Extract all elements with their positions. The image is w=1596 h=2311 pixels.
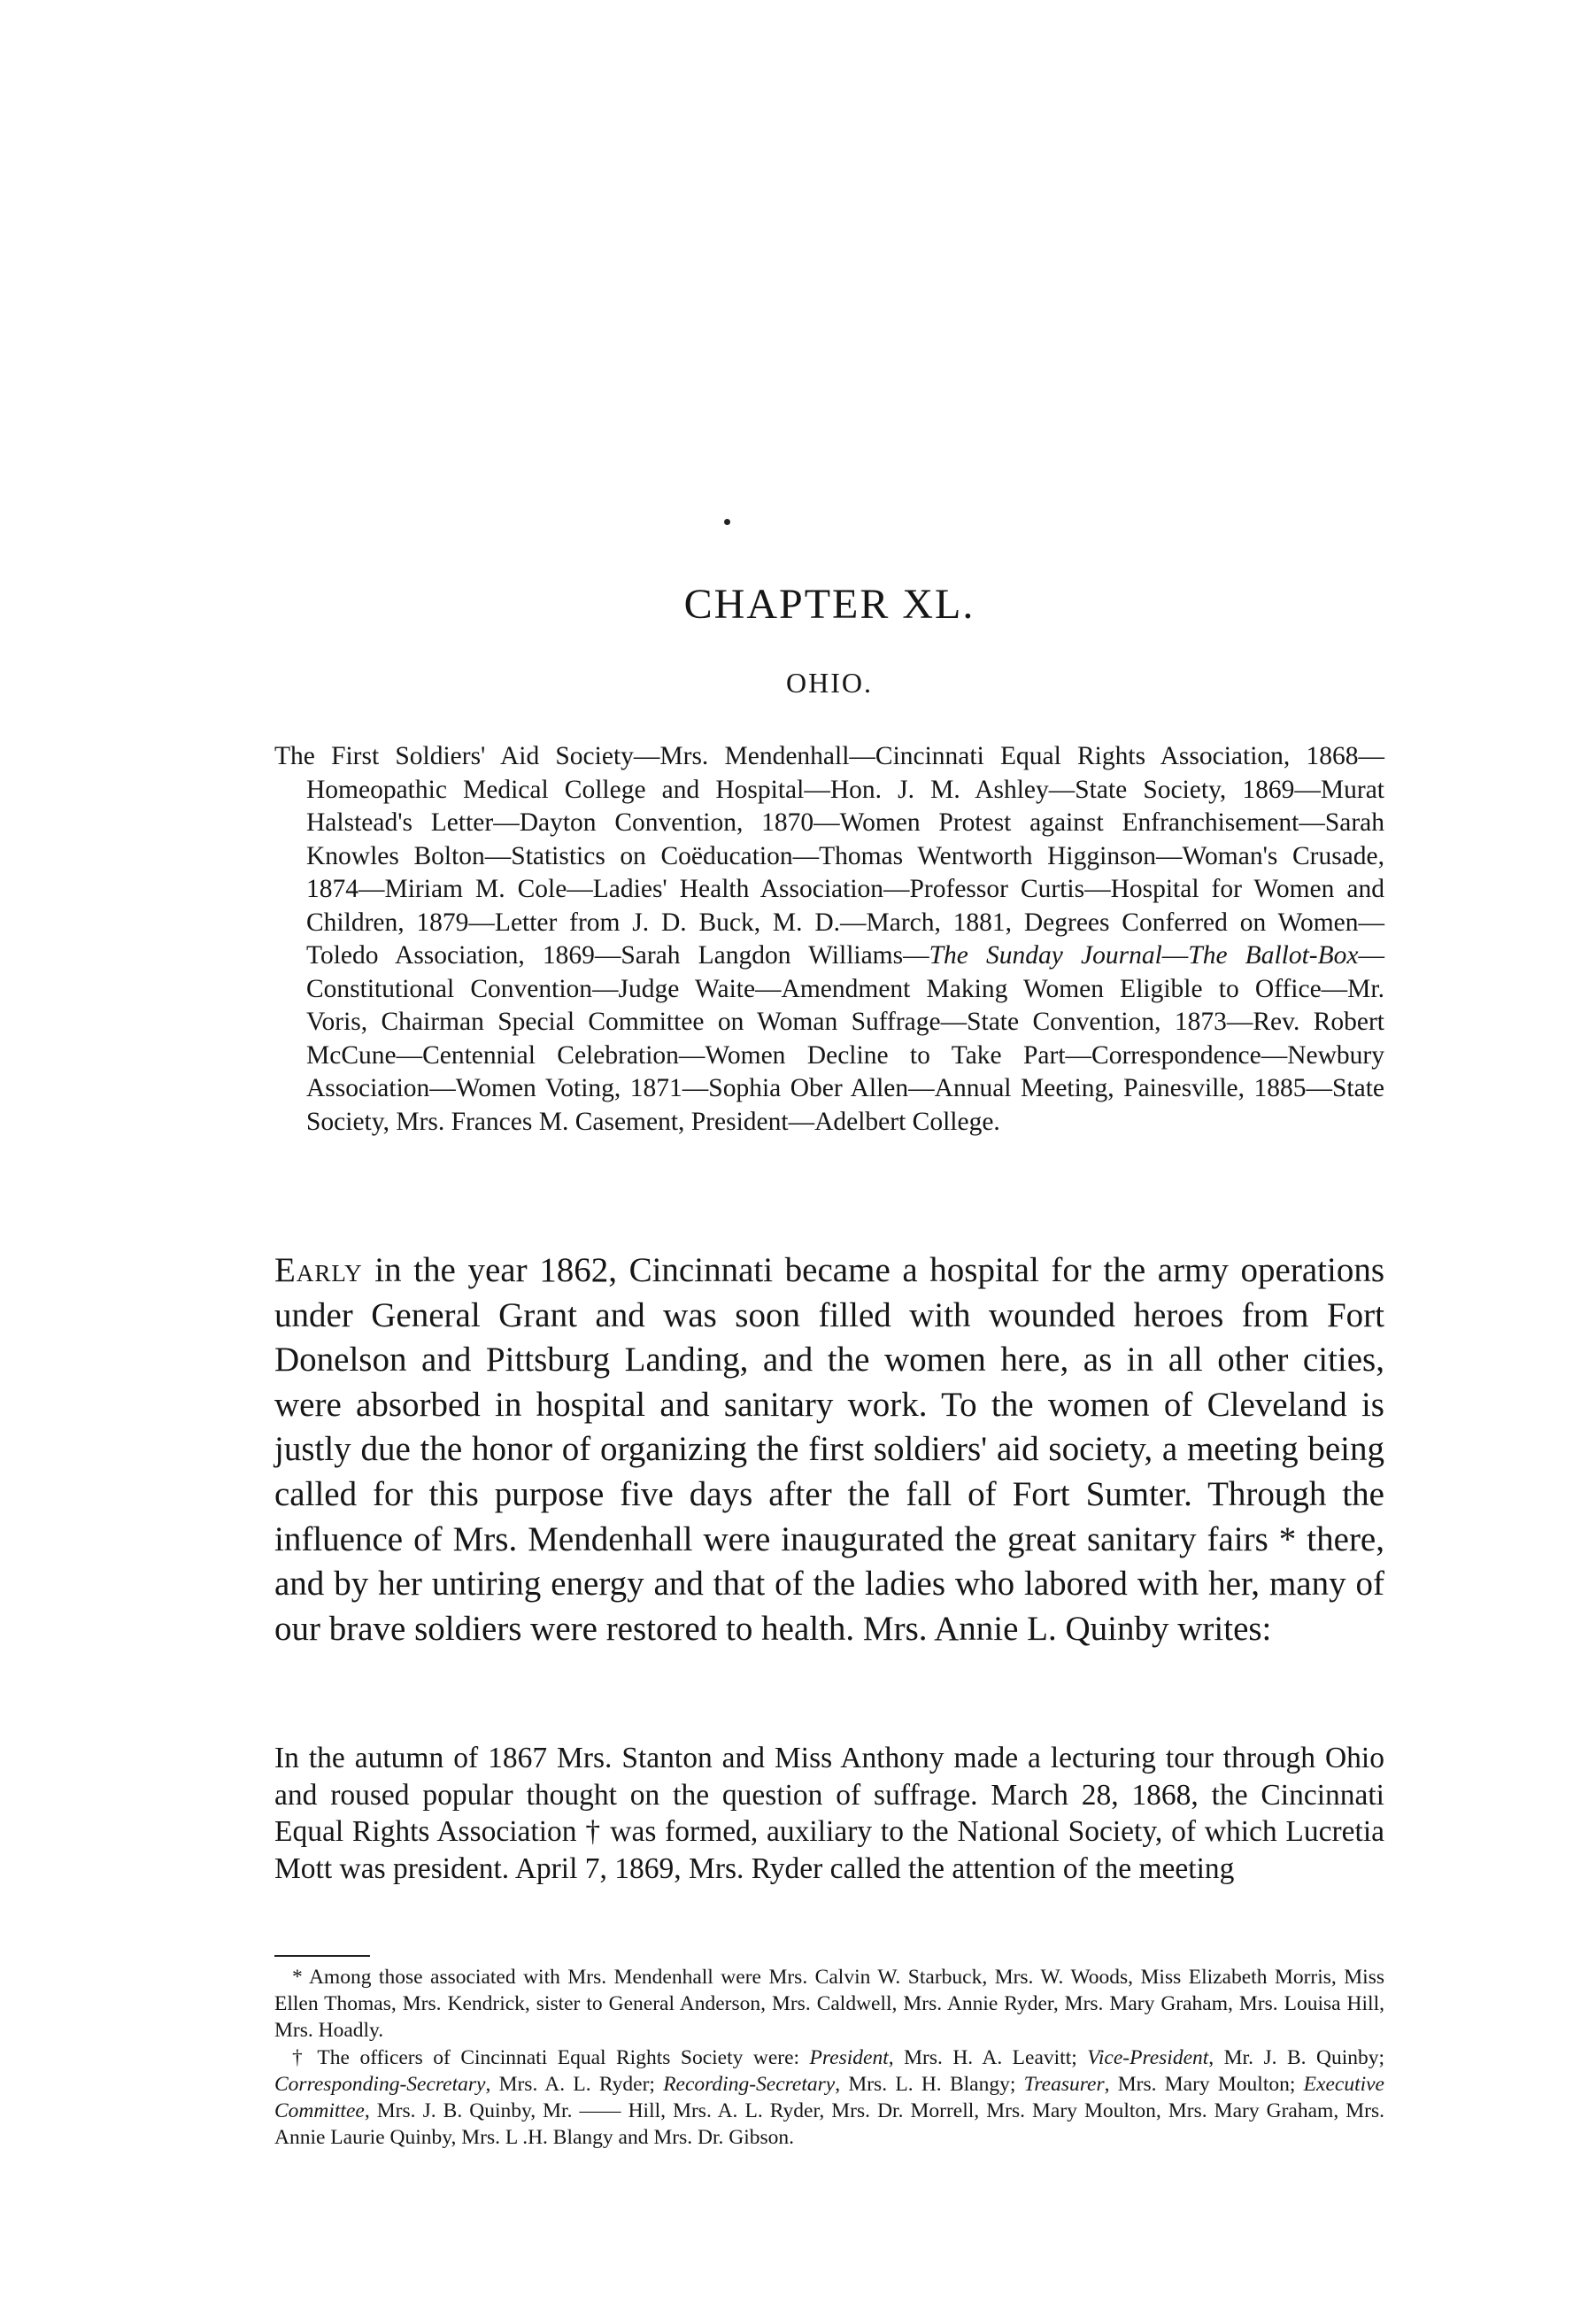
footnotes [274, 1964, 1384, 2151]
synopsis-text-1: The First Soldiers' Aid Society—Mrs. Mendenhall—Cincinnati Equal Rights Association, 1868—Homeopathic Medical College and Hospital—Hon. J. M. Ashley—State Society, 1869—Murat Halstead's Letter—Dayton Convention, 1870—Women Protest against Enfranchisement—Sarah Knowles Bolton—Statistics on Coëducation—Thomas Wentworth Higginson—Woman's Crusade, 1874—Miriam M. Cole—Ladies' Health Association—Professor Curtis—Hospital for Women and Children, 1879—Letter from J. D. Buck, M. D.—March, 1881, Degrees Conferred on Women—Toledo Association, 1869—Sarah Langdon Williams— [274, 742, 1384, 970]
quoted-paragraph: In the autumn of 1867 Mrs. Stanton and Miss Anthony made a lecturing tour through Ohio and roused popular thought on the question of suffrage. March 28, 1868, the Cincinnati Equal Rights Association † was formed, auxiliary to the National Society, of which Lucretia Mott was president. April 7, 1869, Mrs. Ryder called the attention of the meeting [274, 1742, 1384, 1885]
footnote-2-treasurer-label: Treasurer [1023, 2072, 1105, 2096]
synopsis-italic-title-1: The Sunday Journal [929, 941, 1162, 970]
chapter-synopsis [274, 740, 1384, 1139]
chapter-subtitle: OHIO. [786, 667, 873, 699]
footnote-2-recording-secretary-label: Recording-Secretary [663, 2072, 836, 2096]
footnote-2-corresponding-secretary-label: Corresponding-Secretary [274, 2072, 486, 2096]
footnote-2-text-c: , Mr. J. B. Quinby; [1208, 2045, 1385, 2069]
synopsis-italic-title-2: The Ballot-Box [1188, 941, 1359, 970]
footnote-2-president-label: President [809, 2045, 889, 2069]
footnote-2-text-b: , Mrs. H. A. Leavitt; [888, 2045, 1088, 2069]
synopsis-text-2: —Constitutional Convention—Judge Waite—Amendment Making Women Eligible to Office—Mr. Voris, Chairman Special Committee on Woman Suffrage—State Convention, 1873—Rev. Robert McCune—Centennial Celebration—Women Decline to Take Part—Correspondence—Newbury Association—Women Voting, 1871—Sophia Ober Allen—Annual Meeting, Painesville, 1885—State Society, Mrs. Frances M. Casement, President—Adelbert College. [306, 941, 1384, 1136]
stray-ink-dot [724, 519, 730, 525]
body-paragraph-text: in the year 1862, Cincinnati became a hospital for the army operations under General Grant and was soon filled with wounded heroes from Fort Donelson and Pittsburg Landing, and the women here, as in all other cities, were absorbed in hospital and sanitary work. To the women of Cleveland is justly due the honor of organizing the first soldiers' aid society, a meeting being called for this purpose five days after the fall of Fort Sumter. Through the influence of Mrs. Mendenhall were inaugurated the great sanitary fairs * there, and by her untiring energy and that of the ladies who labored with her, many of our brave soldiers were restored to health. Mrs. Annie L. Quinby writes: [274, 1251, 1384, 1648]
body-paragraph [274, 1248, 1384, 1651]
footnote-2-text-e: , Mrs. L. H. Blangy; [835, 2072, 1024, 2096]
footnote-2-text-d: , Mrs. A. L. Ryder; [485, 2072, 664, 2096]
footnote-1: * Among those associated with Mrs. Mendenhall were Mrs. Calvin W. Starbuck, Mrs. W. Woods, Miss Elizabeth Morris, Miss Ellen Thomas, Mrs. Kendrick, sister to General Anderson, Mrs. Caldwell, Mrs. Annie Ryder, Mrs. Mary Graham, Mrs. Louisa Hill, Mrs. Hoadly. [274, 1966, 1384, 2043]
footnote-2-text-a: † The officers of Cincinnati Equal Rights Society were: [292, 2045, 810, 2069]
synopsis-dash: — [1161, 941, 1189, 970]
footnote-2-text-g: , Mrs. J. B. Quinby, Mr. —— Hill, Mrs. A. L. Ryder, Mrs. Dr. Morrell, Mrs. Mary Moulton, Mrs. Mary Graham, Mrs. Annie Laurie Quinby, Mrs. L .H. Blangy and Mrs. Dr. Gibson. [274, 2099, 1384, 2150]
footnote-2 [274, 2044, 1384, 2152]
footnote-2-executive-committee-label: Executive Committee [274, 2072, 1384, 2123]
footnote-2-vice-president-label: Vice-President [1087, 2045, 1209, 2069]
chapter-title: CHAPTER XL. [683, 581, 975, 628]
body-lead-word: Early [274, 1251, 363, 1289]
footnote-rule [274, 1955, 370, 1957]
footnote-2-text-f: , Mrs. Mary Moulton; [1104, 2072, 1304, 2096]
